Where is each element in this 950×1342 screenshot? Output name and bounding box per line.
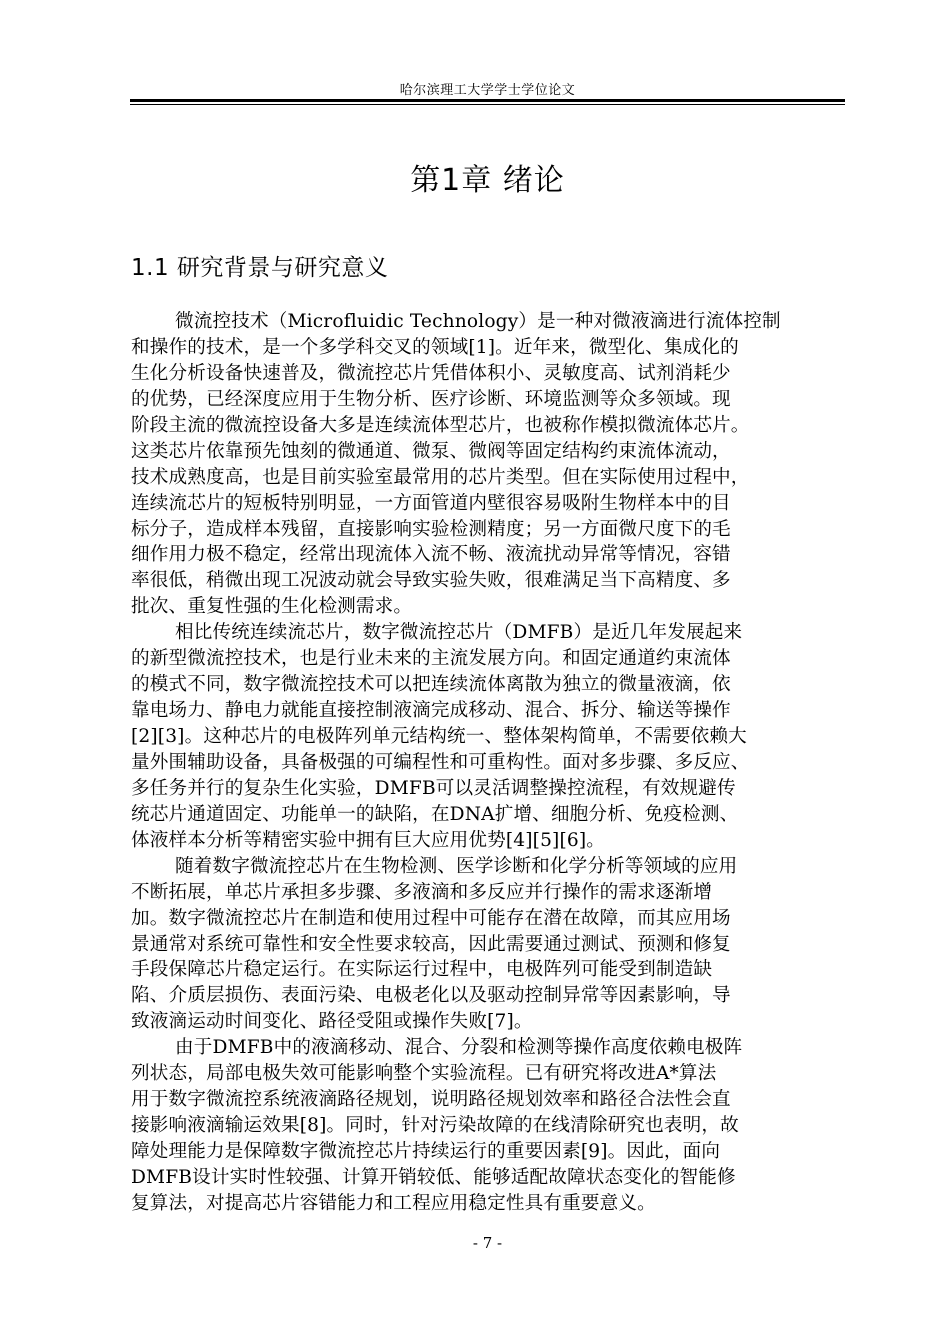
- paragraph-line: 阶段主流的微流控设备大多是连续流体型芯片，也被称作模拟微流体芯片。: [131, 414, 750, 436]
- running-header: 哈尔滨理工大学学士学位论文: [399, 83, 576, 98]
- paragraph-line: 用于数字微流控系统液滴路径规划，说明路径规划效率和路径合法性会直: [131, 1089, 731, 1111]
- paragraph-line: 标分子，造成样本残留，直接影响实验检测精度；另一方面微尺度下的毛: [131, 518, 731, 540]
- paragraph-line: 列状态，局部电极失效可能影响整个实验流程。已有研究将改进A*算法: [131, 1063, 717, 1085]
- body-text: [131, 309, 847, 1217]
- paragraph-line: 的模式不同，数字微流控技术可以把连续流体离散为独立的微量液滴，依: [131, 674, 731, 696]
- paragraph-line: DMFB设计实时性较强、计算开销较低、能够适配故障状态变化的智能修: [131, 1166, 736, 1188]
- paragraph-line: 接影响液滴输运效果[8]。同时，针对污染故障的在线清除研究也表明，故: [131, 1115, 739, 1137]
- header-rule-thin: [130, 104, 845, 105]
- paragraph-line: 的优势，已经深度应用于生物分析、医疗诊断、环境监测等众多领域。现: [131, 388, 731, 410]
- paragraph-line: 体液样本分析等精密实验中拥有巨大应用优势[4][5][6]。: [131, 829, 605, 851]
- paragraph-line: 技术成熟度高，也是目前实验室最常用的芯片类型。但在实际使用过程中，: [131, 466, 750, 488]
- paragraph-line: 连续流芯片的短板特别明显，一方面管道内壁很容易吸附生物样本中的目: [131, 492, 731, 514]
- paragraph-line: [2][3]。这种芯片的电极阵列单元结构统一、整体架构简单，不需要依赖大: [131, 726, 747, 747]
- paragraph-line: 景通常对系统可靠性和安全性要求较高，因此需要通过测试、预测和修复: [131, 933, 731, 955]
- paragraph-line: 的新型微流控技术，也是行业未来的主流发展方向。和固定通道约束流体: [131, 648, 731, 670]
- chapter-title: 第1章 绪论: [410, 163, 565, 198]
- paragraph-line: 这类芯片依靠预先蚀刻的微通道、微泵、微阀等固定结构约束流体流动，: [131, 440, 731, 462]
- paragraph-line: 加。数字微流控芯片在制造和使用过程中可能存在潜在故障，而其应用场: [131, 907, 731, 929]
- paragraph-line: 障处理能力是保障数字微流控芯片持续运行的重要因素[9]。因此，面向: [131, 1141, 721, 1162]
- paragraph-line: 致液滴运动时间变化、路径受阻或操作失败[7]。: [131, 1011, 533, 1033]
- page-number: - 7 -: [472, 1234, 503, 1252]
- paragraph-line: 统芯片通道固定、功能单一的缺陷，在DNA扩增、细胞分析、免疫检测、: [131, 803, 739, 825]
- paragraph-line: 和操作的技术，是一个多学科交叉的领域[1]。近年来，微型化、集成化的: [131, 336, 739, 358]
- paragraph-line: 生化分析设备快速普及，微流控芯片凭借体积小、灵敏度高、试剂消耗少: [131, 362, 731, 384]
- paragraph-line: 不断拓展，单芯片承担多步骤、多液滴和多反应并行操作的需求逐渐增: [131, 881, 713, 903]
- paragraph-first-line: 相比传统连续流芯片，数字微流控芯片（DMFB）是近几年发展起来: [175, 622, 743, 644]
- paragraph-line: 批次、重复性强的生化检测需求。: [131, 596, 413, 618]
- paragraph-line: 率很低，稍微出现工况波动就会导致实验失败，很难满足当下高精度、多: [131, 570, 731, 592]
- paragraph-line: 多任务并行的复杂生化实验，DMFB可以灵活调整操控流程，有效规避传: [131, 777, 736, 799]
- paragraph-first-line: 随着数字微流控芯片在生物检测、医学诊断和化学分析等领域的应用: [175, 855, 738, 877]
- header-rule-thick: [130, 99, 845, 102]
- paragraph-line: 复算法，对提高芯片容错能力和工程应用稳定性具有重要意义。: [131, 1192, 656, 1214]
- paragraph-line: 靠电场力、静电力就能直接控制液滴完成移动、混合、拆分、输送等操作: [131, 700, 731, 722]
- paragraph-first-line: 微流控技术（Microfluidic Technology）是一种对微液滴进行流体控制: [175, 311, 781, 332]
- paragraph-line: 陷、介质层损伤、表面污染、电极老化以及驱动控制异常等因素影响，导: [131, 985, 731, 1007]
- section-title: 1.1 研究背景与研究意义: [131, 255, 389, 281]
- paragraph-line: 量外围辅助设备，具备极强的可编程性和可重构性。面对多步骤、多反应、: [131, 751, 750, 773]
- paragraph-line: 手段保障芯片稳定运行。在实际运行过程中，电极阵列可能受到制造缺: [131, 959, 713, 981]
- paragraph-line: 细作用力极不稳定，经常出现流体入流不畅、液流扰动异常等情况，容错: [131, 544, 731, 566]
- paragraph-first-line: 由于DMFB中的液滴移动、混合、分裂和检测等操作高度依赖电极阵: [175, 1037, 743, 1059]
